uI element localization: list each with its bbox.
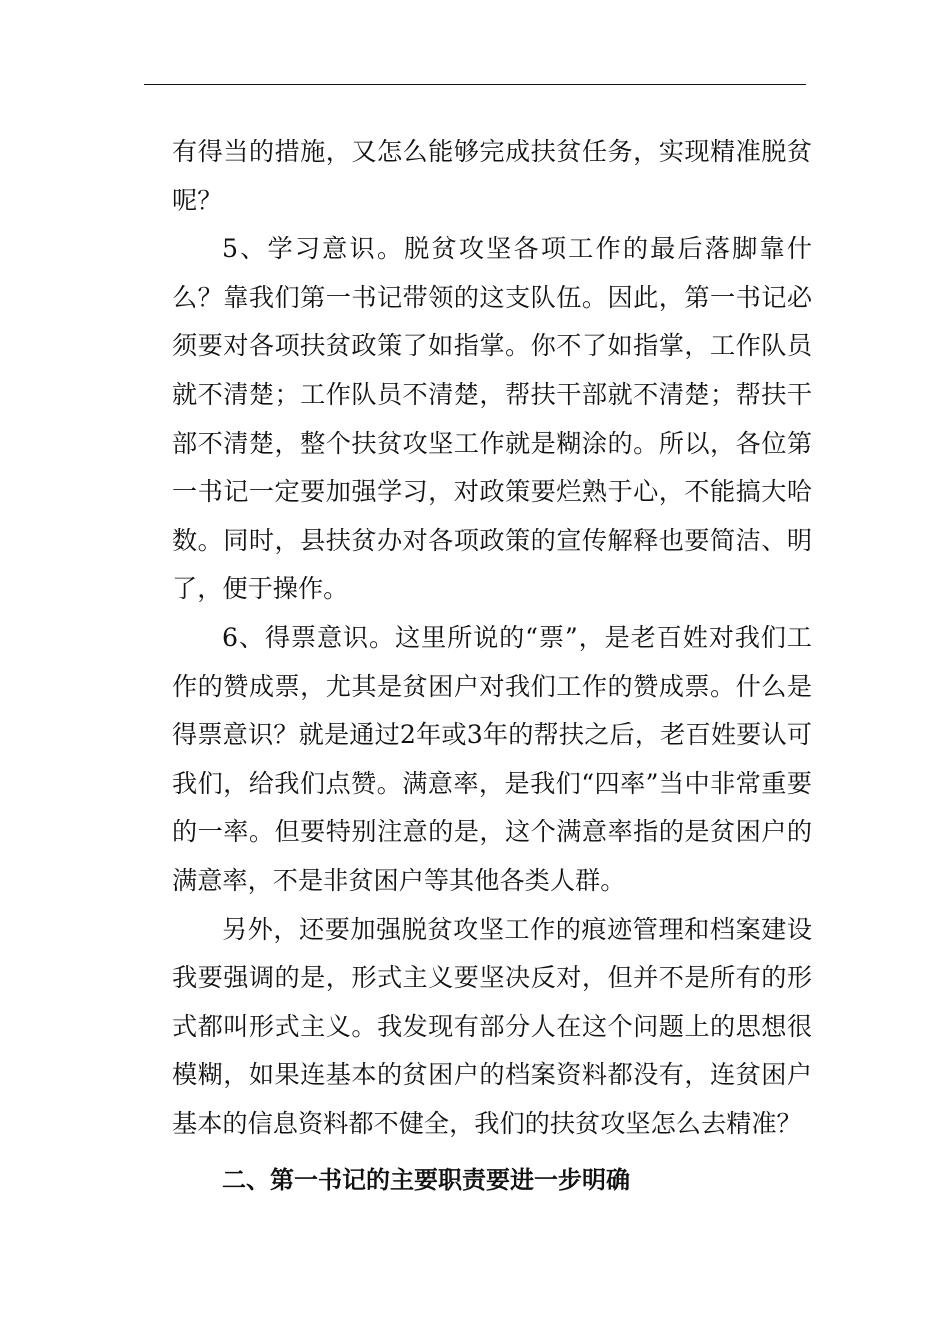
paragraph-continuation: 有得当的措施，又怎么能够完成扶贫任务，实现精准脱贫呢？ bbox=[172, 137, 812, 215]
paragraph-vote-awareness: 6、得票意识。这里所说的“票”，是老百姓对我们工作的赞成票，尤其是贫困户对我们工作的赞成票。什么是得票意识？就是通过2年或3年的帮扶之后，老百姓要认可我们，给我们点赞。满意率，是我们“四率”当中非常重要的一率。但要特别注意的是，这个满意率指的是贫困户的满意率，不是非贫困户等其他各类人群。 bbox=[172, 622, 812, 895]
document-body bbox=[172, 128, 812, 1205]
header-rule bbox=[144, 84, 806, 85]
paragraph-records-management: 另外，还要加强脱贫攻坚工作的痕迹管理和档案建设我要强调的是，形式主义要坚决反对，但并不是所有的形式都叫形式主义。我发现有部分人在这个问题上的思想很模糊，如果连基本的贫困户的档案资料都没有，连贫困户基本的信息资料都不健全，我们的扶贫攻坚怎么去精准？ bbox=[172, 914, 812, 1138]
paragraph-learning-awareness: 5、学习意识。脱贫攻坚各项工作的最后落脚靠什么？靠我们第一书记带领的这支队伍。因此，第一书记必须要对各项扶贫政策了如指掌。你不了如指掌，工作队员就不清楚；工作队员不清楚，帮扶干部就不清楚；帮扶干部不清楚，整个扶贫攻坚工作就是糊涂的。所以，各位第一书记一定要加强学习，对政策要烂熟于心，不能搞大哈数。同时，县扶贫办对各项政策的宣传解释也要简洁、明了，便于操作。 bbox=[172, 234, 812, 604]
section-heading: 二、第一书记的主要职责要进一步明确 bbox=[222, 1166, 630, 1195]
